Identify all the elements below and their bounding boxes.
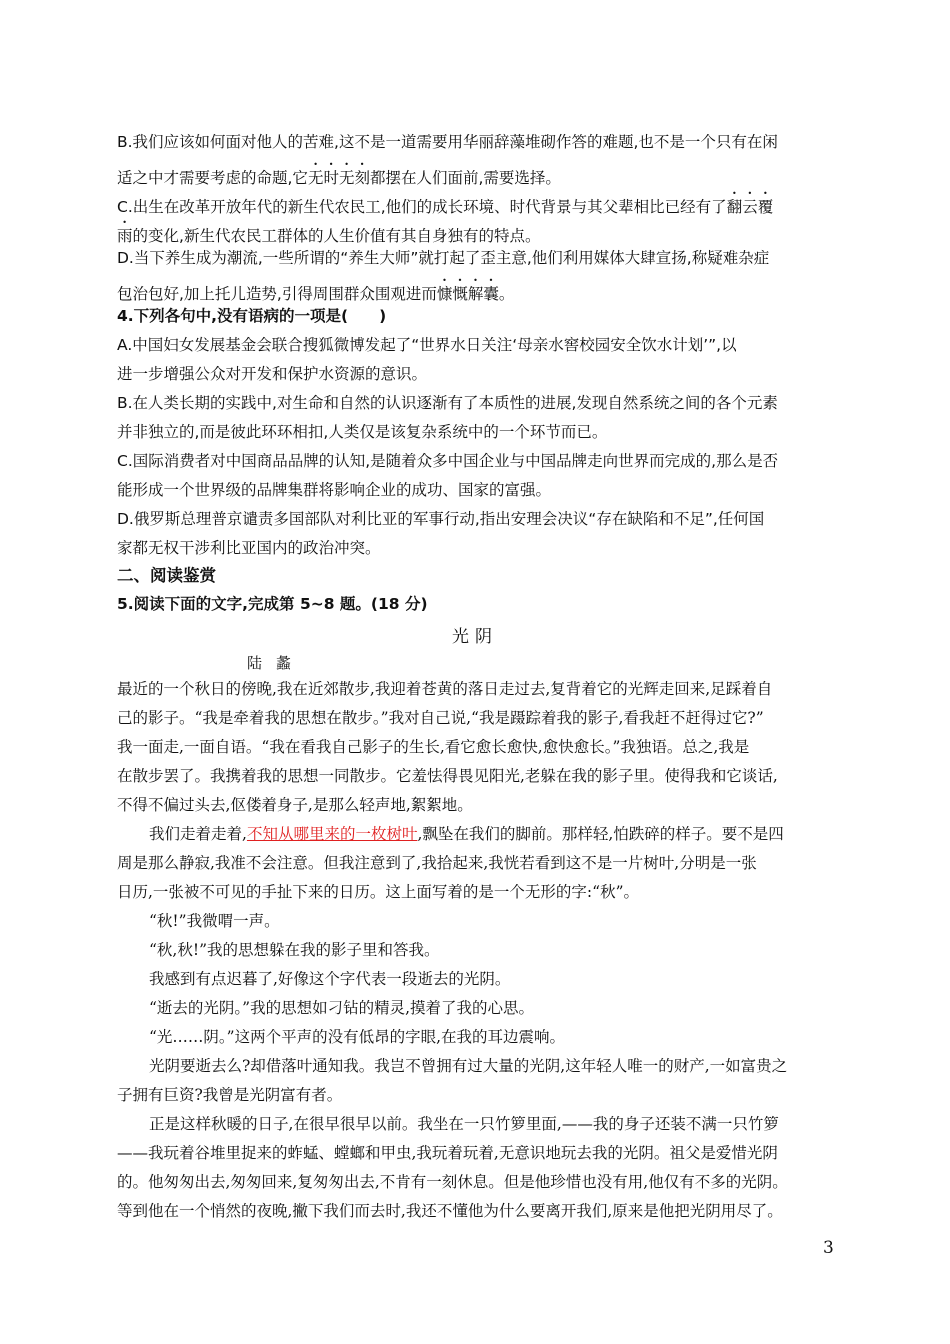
- q3-option-d-line2: 包治包好,加上托儿造势,引得周围群众围观进而慷慨解囊。: [117, 285, 515, 303]
- q4-option-a-line2: 进一步增强公众对开发和保护水资源的意识。: [117, 365, 428, 383]
- q4-option-b-line2: 并非独立的,而是彼此环环相扣,人类仅是该复杂系统中的一个环节而已。: [117, 423, 608, 441]
- q3-option-b-line2: 适之中才需要考虑的命题,它无时无刻都摆在人们面前,需要选择。: [117, 169, 561, 187]
- essay-p1-line1: 最近的一个秋日的傍晚,我在近郊散步,我迎着苍黄的落日走过去,复背着它的光辉走回来,足踩着自: [117, 680, 773, 698]
- essay-title: 光阴: [452, 627, 498, 647]
- essay-p9-line4: 等到他在一个悄然的夜晚,撇下我们而去时,我还不懂他为什么要离开我们,原来是他把光阴用尽了。: [117, 1202, 783, 1220]
- q4-option-d-line2: 家都无权干涉利比亚国内的政治冲突。: [117, 539, 381, 557]
- q4-stem: 4.下列各句中,没有语病的一项是( ): [117, 307, 387, 325]
- q4-option-b-line1: B.在人类长期的实践中,对生命和自然的认识逐渐有了本质性的进展,发现自然系统之间的各个元素: [117, 394, 778, 412]
- q4-option-c-line1: C.国际消费者对中国商品品牌的认知,是随着众多中国企业与中国品牌走向世界而完成的,那么是否: [117, 452, 779, 470]
- emphasized-phrase: 无时无刻: [307, 169, 370, 187]
- essay-p8-line1: 光阴要逝去么?却借落叶通知我。我岂不曾拥有过大量的光阴,这年轻人唯一的财产,一如富贵之: [149, 1057, 788, 1075]
- essay-p9-line1: 正是这样秋暖的日子,在很早很早以前。我坐在一只竹箩里面,——我的身子还装不满一只竹箩: [149, 1115, 779, 1133]
- essay-p2-line2: 周是那么静寂,我准不会注意。但我注意到了,我拾起来,我恍若看到这不是一片树叶,分明是一张: [117, 854, 757, 872]
- essay-p5: 我感到有点迟暮了,好像这个字代表一段逝去的光阴。: [149, 970, 511, 988]
- emphasized-phrase: 雨: [117, 227, 133, 245]
- q3-option-c-line2: 雨的变化,新生代农民工群体的人生价值有其自身独有的特点。: [117, 227, 541, 245]
- essay-p8-line2: 子拥有巨资?我曾是光阴富有者。: [117, 1086, 343, 1104]
- essay-p2-line3: 日历,一张被不可见的手扯下来的日历。这上面写着的是一个无形的字:“秋”。: [117, 883, 639, 901]
- essay-p1-line2: 己的影子。“我是牵着我的思想在散步。”我对自己说,“我是蹑踪着我的影子,看我赶不赶得过它?”: [117, 709, 764, 727]
- q3-option-c-line1: C.出生在改革开放年代的新生代农民工,他们的成长环境、时代背景与其父辈相比已经有了翻云覆: [117, 198, 774, 216]
- q5-stem: 5.阅读下面的文字,完成第 5~8 题。(18 分): [117, 595, 428, 613]
- essay-p3: “秋!”我微喟一声。: [149, 912, 280, 930]
- essay-author: 陆蠡: [247, 654, 306, 672]
- emphasized-phrase: 翻云覆: [726, 198, 774, 216]
- essay-p1-line5: 不得不偏过头去,伛偻着身子,是那么轻声地,絮絮地。: [117, 796, 473, 814]
- essay-p9-line3: 的。他匆匆出去,匆匆回来,复匆匆出去,不肯有一刻休息。但是他珍惜也没有用,他仅有不多的光阴。: [117, 1173, 788, 1191]
- emphasized-phrase: 慷慨解囊: [436, 285, 499, 303]
- essay-p6: “逝去的光阴。”我的思想如刁钻的精灵,摸着了我的心思。: [149, 999, 535, 1017]
- essay-p9-line2: ——我玩着谷堆里捉来的蚱蜢、螳螂和甲虫,我玩着玩着,无意识地玩去我的光阴。祖父是爱惜光阴: [117, 1144, 778, 1162]
- section-heading: 二、阅读鉴赏: [117, 566, 216, 585]
- q4-option-a-line1: A.中国妇女发展基金会联合搜狐微博发起了“世界水日关注‘母亲水窖校园安全饮水计划’”,以: [117, 336, 737, 354]
- underlined-phrase: 不知从哪里来的一枚树叶: [246, 825, 418, 843]
- essay-p7: “光……阴。”这两个平声的没有低昂的字眼,在我的耳边震响。: [149, 1028, 566, 1046]
- q3-option-b-line1: B.我们应该如何面对他人的苦难,这不是一道需要用华丽辞藻堆砌作答的难题,也不是一个只有在闲: [117, 133, 778, 151]
- q3-option-d-line1: D.当下养生成为潮流,一些所谓的“养生大师”就打起了歪主意,他们利用媒体大肆宣扬,称疑难杂症: [117, 249, 770, 267]
- essay-p1-line4: 在散步罢了。我携着我的思想一同散步。它羞怯得畏见阳光,老躲在我的影子里。使得我和它谈话,: [117, 767, 778, 785]
- essay-p1-line3: 我一面走,一面自语。“我在看我自己影子的生长,看它愈长愈快,愈快愈长。”我独语。总之,我是: [117, 738, 750, 756]
- essay-p2-line1: 我们走着走着,不知从哪里来的一枚树叶,飘坠在我们的脚前。那样轻,怕跌碎的样子。要不是四: [149, 825, 784, 843]
- page-number: 3: [823, 1238, 834, 1258]
- q4-option-c-line2: 能形成一个世界级的品牌集群将影响企业的成功、国家的富强。: [117, 481, 552, 499]
- essay-p4: “秋,秋!”我的思想躲在我的影子里和答我。: [149, 941, 440, 959]
- q4-option-d-line1: D.俄罗斯总理普京谴责多国部队对利比亚的军事行动,指出安理会决议“存在缺陷和不足”,任何国: [117, 510, 765, 528]
